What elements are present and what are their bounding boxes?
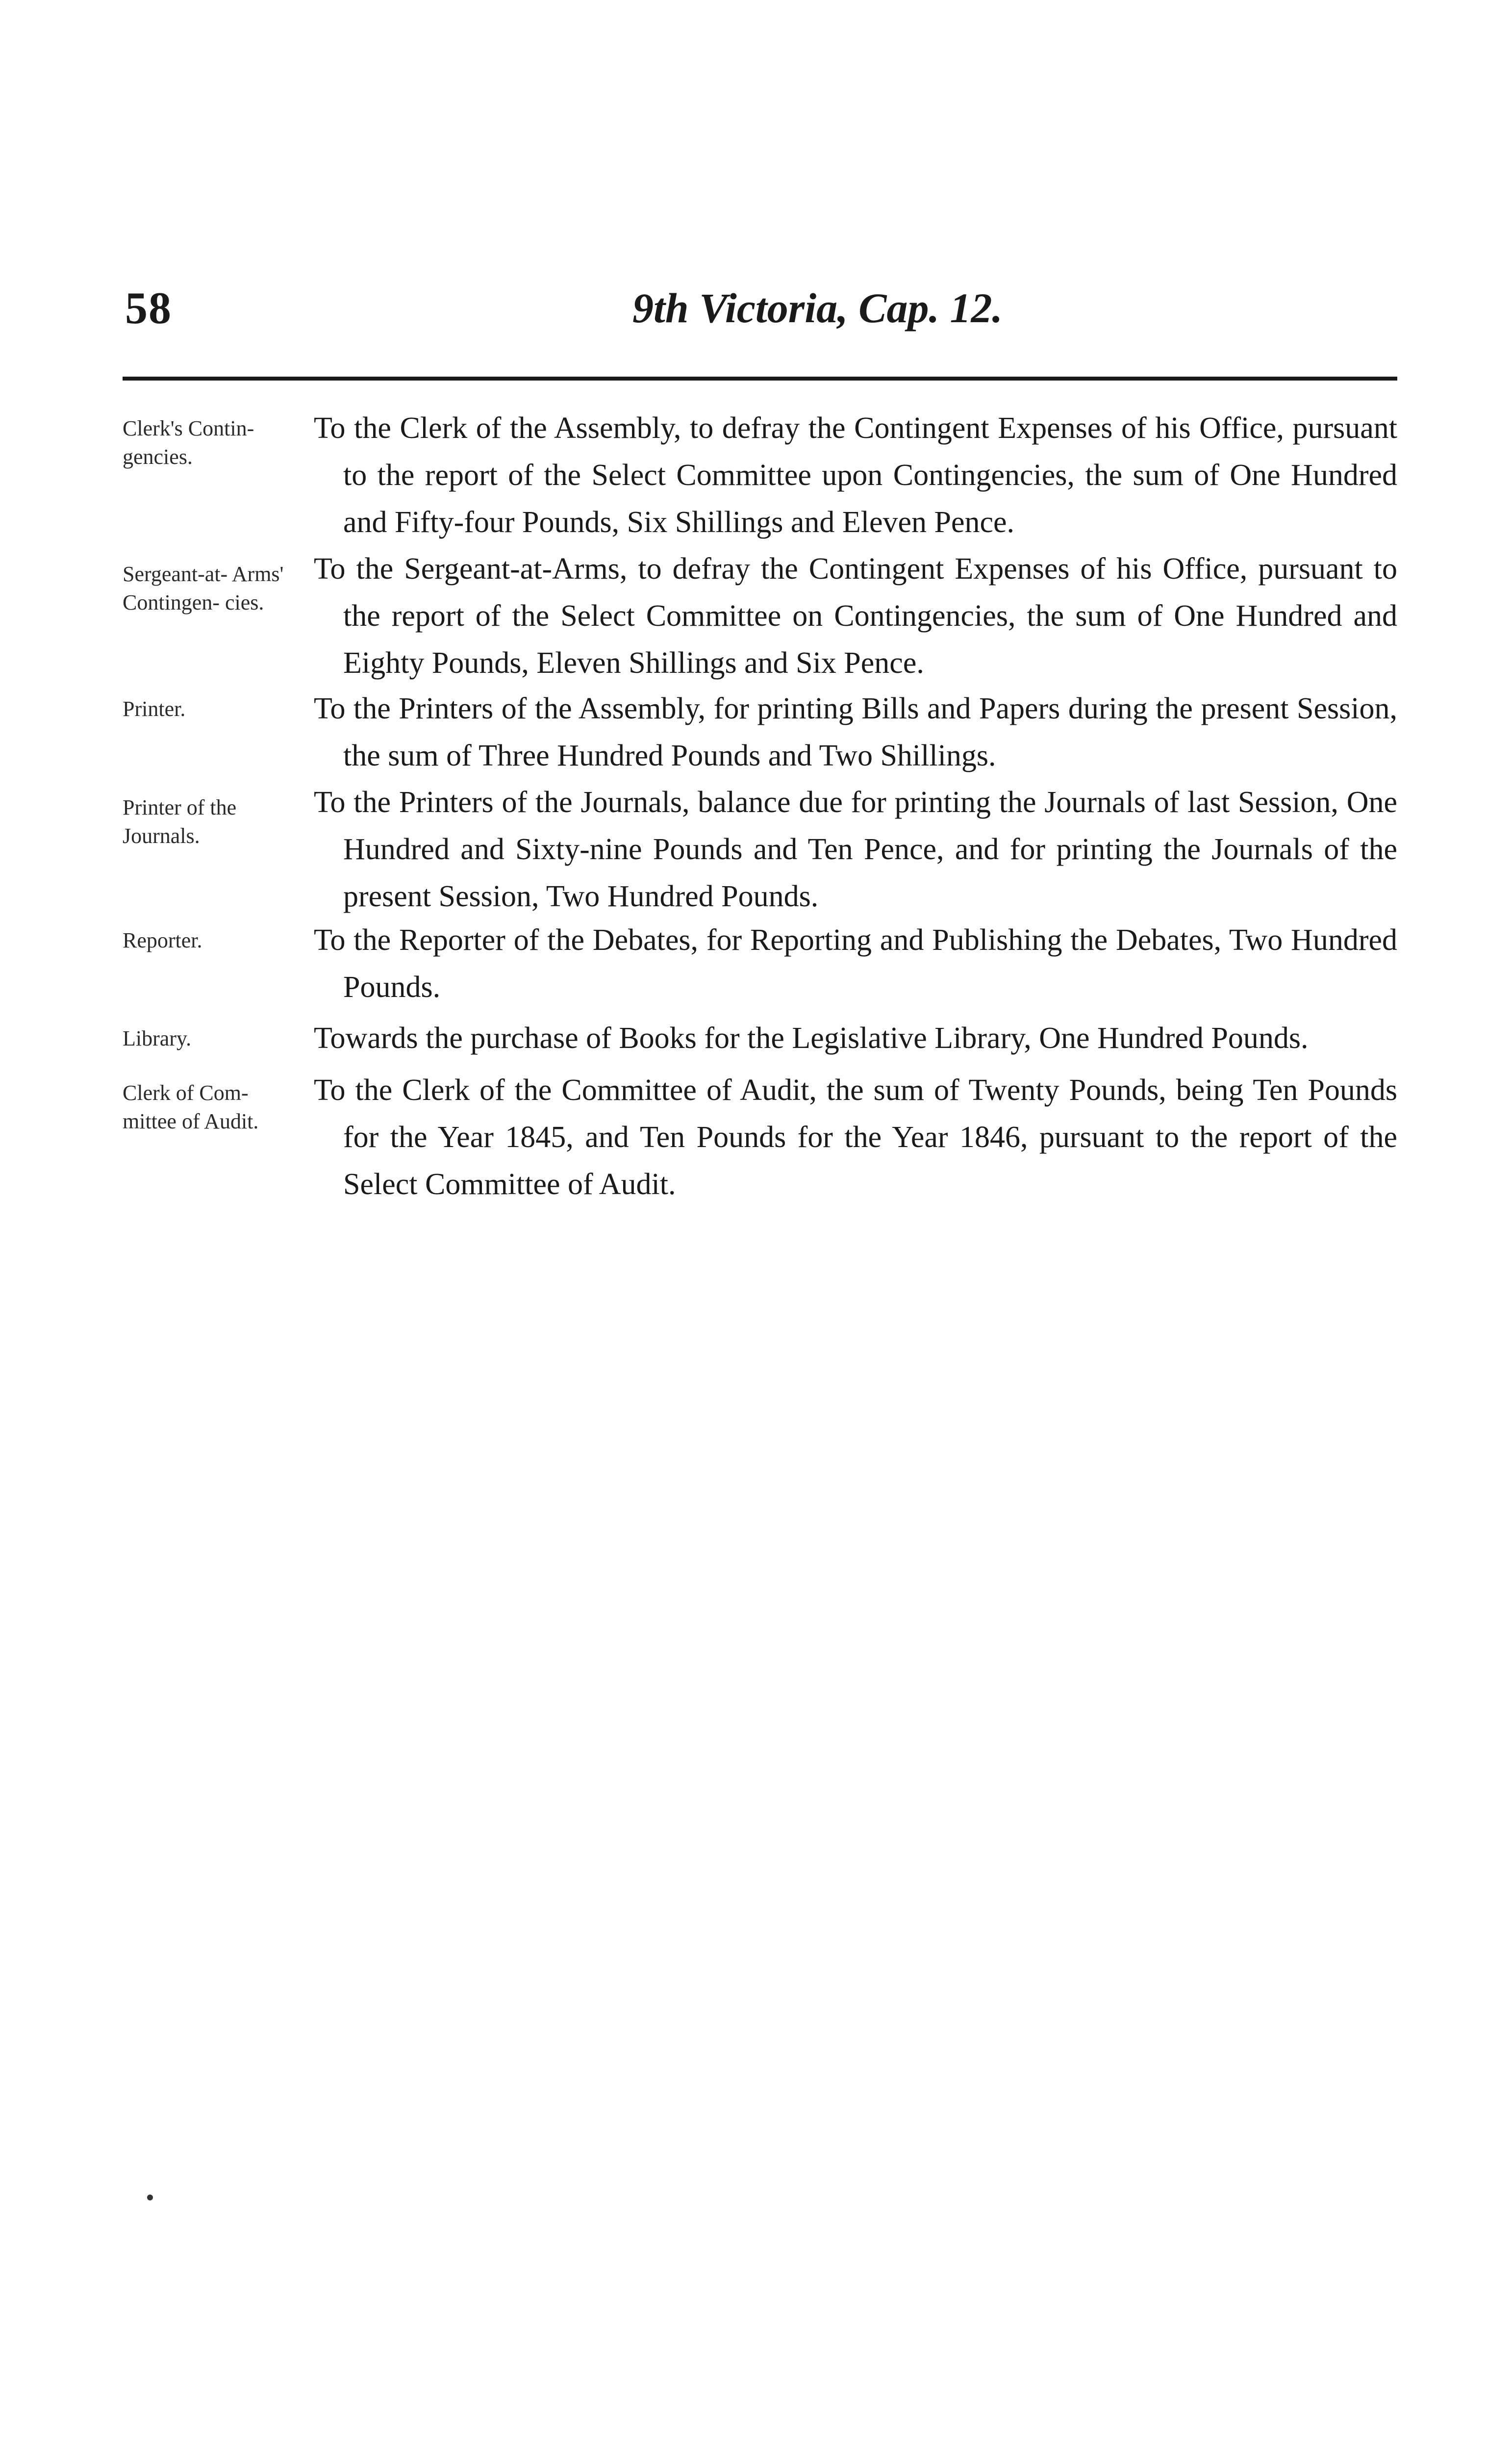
margin-note: Printer. (123, 697, 186, 721)
running-title: 9th Victoria, Cap. 12. (632, 284, 1003, 332)
entry-text: To the Printers of the Assembly, for printing Bills and Papers during the present Session, the sum of Three Hundred Pounds and Two Shillings. (314, 692, 1397, 772)
margin-note: Clerk's Contin- gencies. (123, 416, 254, 469)
entry-text: Towards the purchase of Books for the Legislative Library, One Hundred Pounds. (314, 1022, 1309, 1055)
margin-note: Clerk of Com- mittee of Audit. (123, 1081, 259, 1133)
margin-note: Printer of the Journals. (123, 795, 237, 848)
entry-text: To the Reporter of the Debates, for Reporting and Publishing the Debates, Two Hundred Pounds. (314, 923, 1397, 1004)
margin-note: Sergeant-at- Arms' Contingen- cies. (123, 562, 284, 614)
entry-text: To the Clerk of the Committee of Audit, the sum of Twenty Pounds, being Ten Pounds for the Year 1845, and Ten Pounds for the Year 1846, pursuant to the report of the Select Committee of Audit. (314, 1073, 1397, 1201)
entry-text: To the Printers of the Journals, balance due for printing the Journals of last Session, One Hundred and Sixty-nine Pounds and Ten Pence, and for printing the Journals of the present Session, Two Hundred Pounds. (314, 786, 1397, 913)
entry-text: To the Sergeant-at-Arms, to defray the Contingent Expenses of his Office, pursuant to the report of the Select Committee on Contingencies, the sum of One Hundred and Eighty Pounds, Eleven Shillings and Six Pence. (314, 552, 1397, 680)
page-number: 58 (125, 283, 172, 333)
header-rule (123, 377, 1397, 381)
margin-note: Library. (123, 1026, 192, 1050)
entry-text: To the Clerk of the Assembly, to defray the Contingent Expenses of his Office, pursuant to the report of the Select Committee upon Contingencies, the sum of One Hundred and Fifty-four Pounds, Six Shillings and Eleven Pence. (314, 411, 1397, 539)
ink-speck (147, 2195, 153, 2200)
margin-note: Reporter. (123, 928, 202, 952)
